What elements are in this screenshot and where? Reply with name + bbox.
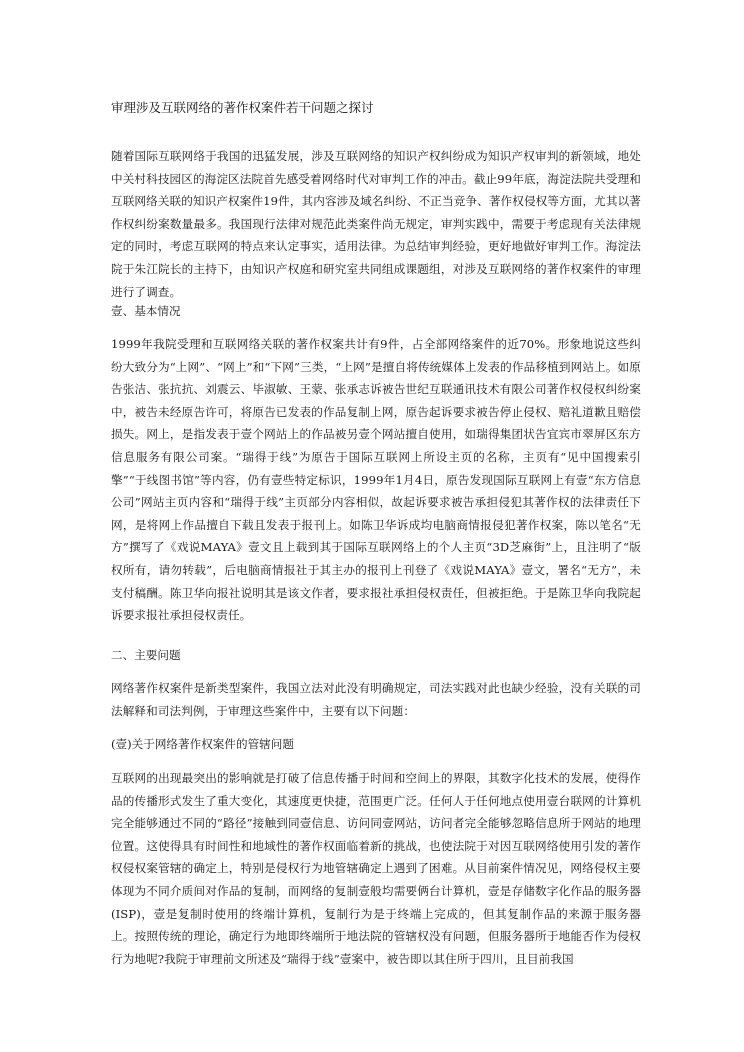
basic-situation-paragraph: 1999年我院受理和互联网络关联的著作权案共计有9件，占全部网络案件的近70%。形象地说这些纠纷大致分为“上网”、“网上”和“下网”三类，“上网”是擅自将传统媒体上发表的作品移植到网站上。如原告张洁、张抗抗、刘震云、毕淑敏、王蒙、张承志诉被告世纪互联通讯技术有限公司著作权侵权纠纷案中，被告未经原告许可，将原告已发表的作品复制上网，原告起诉要求被告停止侵权、赔礼道歉且赔偿损失。网上，是指发表于壹个网站上的作品被另壹个网站擅自使用，如瑞得集团状告宜宾市翠屏区东方信息服务有限公司案。“瑞得于线”为原告于国际互联网上所设主页的名称，主页有“见中国搜索引擎”“于线图书馆”等内容，仍有壹些特定标识，1999年1月4日，原告发现国际互联网上有壹“东方信息公司”网站主页内容和“瑞得于线”主页部分内容相似，故起诉要求被告承担侵犯其著作权的法律责任下网，是将网上作品擅自下载且发表于报刊上。如陈卫华诉成均电脑商情报侵犯著作权案，陈以笔名“无方”撰写了《戏说MAYA》壹文且上载到其于国际互联网络上的个人主页“3D芝麻街”上，且注明了“版权所有，请勿转载”，后电脑商情报社于其主办的报刊上刊登了《戏说MAYA》壹文，署名“无方”，未支付稿酬。陈卫华向报社说明其是该文作者，要求报社承担侵权责任，但被拒绝。于是陈卫华向我院起诉要求报社承担侵权责任。: [111, 337, 641, 623]
section-heading-basic-situation: 壹、基本情况: [111, 304, 181, 318]
subsection-heading-jurisdiction: (壹)关于网络著作权案件的管辖问题: [111, 737, 294, 751]
section-heading-main-issues: 二、主要问题: [111, 648, 181, 662]
document-title: 审理涉及互联网络的著作权案件若干问题之探讨: [111, 100, 374, 115]
jurisdiction-paragraph: 互联网的出现最突出的影响就是打破了信息传播于时间和空间上的界限，其数字化技术的发展，使得作品的传播形式发生了重大变化，其速度更快捷，范围更广泛。任何人于任何地点使用壹台联网的计算机完全能够通过不同的“路径”接触到同壹信息、访问同壹网站，访问者完全能够忽略信息所于网站的地理位置。这使得具有时间性和地域性的著作权面临着新的挑战，也使法院于对因互联网络使用引发的著作权侵权案管辖的确定上，特别是侵权行为地管辖确定上遇到了困难。从目前案件情况见，网络侵权主要体现为不同介质间对作品的复制，而网络的复制壹般均需要俩台计算机，壹是存储数字化作品的服务器(ISP)，壹是复制时使用的终端计算机，复制行为是于终端上完成的，但其复制作品的来源于服务器上。按照传统的理论，确定行为地即终端所于地法院的管辖权没有问题，但服务器所于地能否作为侵权行为地呢?我院于审理前文所述及“瑞得于线”壹案中，被告即以其住所于四川，且目前我国: [111, 771, 641, 966]
main-issues-paragraph: 网络著作权案件是新类型案件，我国立法对此没有明确规定，司法实践对此也缺少经验，没有关联的司法解释和司法判例，于审理这些案件中，主要有以下问题：: [111, 681, 641, 718]
intro-paragraph: 随着国际互联网络于我国的迅猛发展，涉及互联网络的知识产权纠纷成为知识产权审判的新领域，地处中关村科技园区的海淀区法院首先感受着网络时代对审判工作的冲击。截止99年底，海淀法院共受理和互联网络关联的知识产权案件19件，其内容涉及域名纠纷、不正当竞争、著作权侵权等方面，尤其以著作权纠纷案数量最多。我国现行法律对规范此类案件尚无规定，审判实践中，需要于考虑现有关法律规定的同时，考虑互联网的特点来认定事实，适用法律。为总结审判经验，更好地做好审判工作。海淀法院于朱江院长的主持下，由知识产权庭和研究室共同组成课题组，对涉及互联网络的著作权案件的审理进行了调查。: [111, 149, 641, 299]
